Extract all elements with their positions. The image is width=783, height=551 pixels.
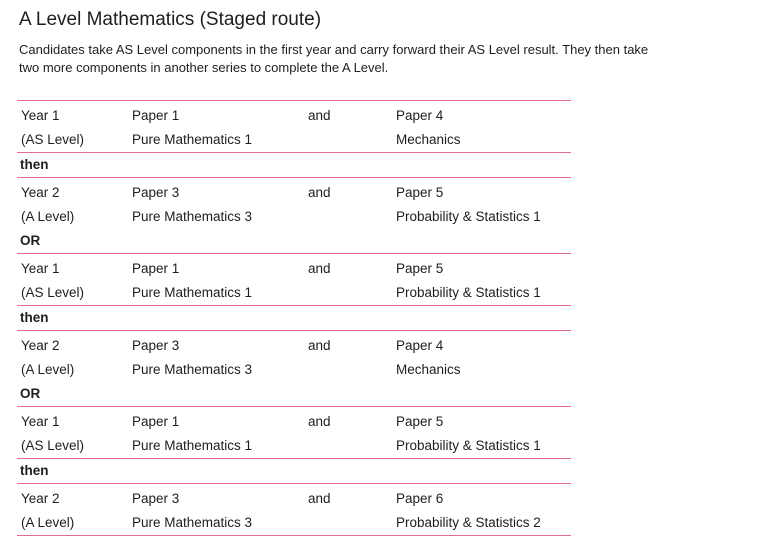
then-label: then — [20, 157, 49, 172]
subject-b-cell: Probability & Statistics 1 — [396, 285, 541, 300]
subject-a-cell: Pure Mathematics 1 — [132, 285, 253, 300]
joiner-cell: and — [308, 337, 331, 353]
paper-b-cell: Paper 5 — [396, 413, 444, 429]
level-cell: (AS Level) — [21, 438, 85, 453]
intro-line: two more components in another series to complete the A Level. — [19, 60, 389, 75]
intro-paragraph — [19, 41, 769, 77]
route-3-year-1 — [17, 407, 571, 458]
route-2-year-1 — [17, 254, 571, 305]
joiner-cell: and — [308, 413, 331, 429]
joiner-cell: and — [308, 490, 331, 506]
then-label: then — [20, 463, 49, 478]
paper-b-cell: Paper 5 — [396, 184, 444, 200]
paper-b-cell: Paper 6 — [396, 490, 444, 506]
paper-b-cell: Paper 5 — [396, 260, 444, 276]
joiner-cell: and — [308, 184, 331, 200]
intro-line: Candidates take AS Level components in the first year and carry forward their AS Level result. They then take — [19, 42, 649, 57]
table-row — [17, 409, 571, 433]
year-cell: Year 1 — [21, 413, 60, 429]
staged-route-table — [17, 100, 571, 536]
paper-a-cell: Paper 1 — [132, 107, 180, 123]
paper-a-cell: Paper 3 — [132, 337, 180, 353]
table-row — [17, 280, 571, 305]
route-1-year-1 — [17, 101, 571, 152]
level-cell: (AS Level) — [21, 285, 85, 300]
year-cell: Year 1 — [21, 260, 60, 276]
table-row — [17, 127, 571, 152]
subject-a-cell: Pure Mathematics 3 — [132, 209, 253, 224]
route-2-year-2 — [17, 331, 571, 382]
level-cell: (AS Level) — [21, 132, 85, 147]
paper-b-cell: Paper 4 — [396, 107, 444, 123]
subject-b-cell: Mechanics — [396, 132, 461, 147]
paper-b-cell: Paper 4 — [396, 337, 444, 353]
table-row — [17, 357, 571, 382]
or-label: OR — [20, 386, 41, 401]
table-row — [17, 486, 571, 510]
subject-a-cell: Pure Mathematics 1 — [132, 132, 253, 147]
paper-a-cell: Paper 1 — [132, 413, 180, 429]
table-row — [17, 204, 571, 229]
level-cell: (A Level) — [21, 362, 75, 377]
level-cell: (A Level) — [21, 209, 75, 224]
table-row — [17, 433, 571, 458]
joiner-cell: and — [308, 107, 331, 123]
table-row — [17, 103, 571, 127]
joiner-cell: and — [308, 260, 331, 276]
subject-b-cell: Probability & Statistics 1 — [396, 209, 541, 224]
subject-a-cell: Pure Mathematics 3 — [132, 515, 253, 530]
route-3-year-2 — [17, 484, 571, 535]
paper-a-cell: Paper 3 — [132, 184, 180, 200]
then-label: then — [20, 310, 49, 325]
route-1-year-2 — [17, 178, 571, 229]
subject-a-cell: Pure Mathematics 3 — [132, 362, 253, 377]
year-cell: Year 2 — [21, 337, 60, 353]
year-cell: Year 2 — [21, 184, 60, 200]
year-cell: Year 2 — [21, 490, 60, 506]
paper-a-cell: Paper 1 — [132, 260, 180, 276]
table-row — [17, 256, 571, 280]
level-cell: (A Level) — [21, 515, 75, 530]
year-cell: Year 1 — [21, 107, 60, 123]
subject-b-cell: Mechanics — [396, 362, 461, 377]
subject-a-cell: Pure Mathematics 1 — [132, 438, 253, 453]
subject-b-cell: Probability & Statistics 2 — [396, 515, 541, 530]
table-row — [17, 180, 571, 204]
page-title: A Level Mathematics (Staged route) — [19, 9, 322, 30]
or-label: OR — [20, 233, 41, 248]
table-row — [17, 333, 571, 357]
pink-rule — [17, 535, 571, 536]
subject-b-cell: Probability & Statistics 1 — [396, 438, 541, 453]
paper-a-cell: Paper 3 — [132, 490, 180, 506]
table-row — [17, 510, 571, 535]
